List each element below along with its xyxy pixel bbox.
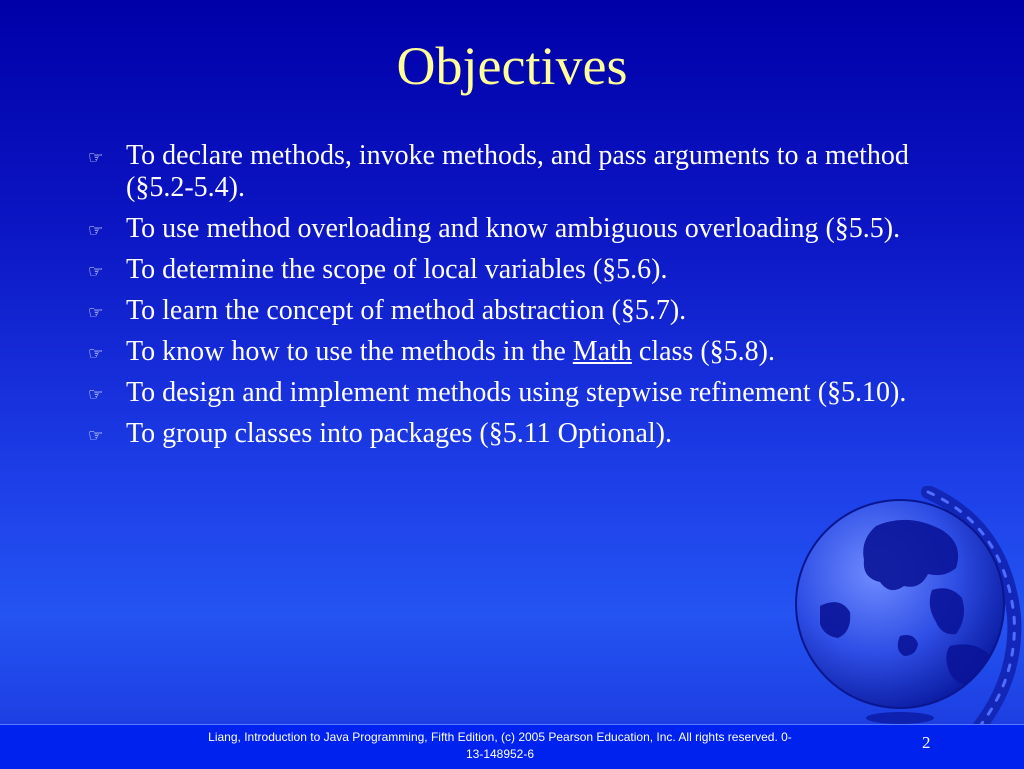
pointing-hand-icon: ☞ xyxy=(88,385,104,405)
bullet-item xyxy=(88,336,938,368)
bullet-text-after: class (§5.8). xyxy=(631,336,775,367)
bullet-text-before: To know how to use the methods in the xyxy=(126,336,573,367)
footer-bar xyxy=(0,724,1024,769)
bullet-item xyxy=(88,418,938,450)
bullet-text: To use method overloading and know ambiguous overloading (§5.5). xyxy=(126,213,901,244)
bullet-text: To group classes into packages (§5.11 Optional). xyxy=(126,418,672,449)
bullet-item xyxy=(88,254,938,286)
pointing-hand-icon: ☞ xyxy=(88,426,104,446)
bullet-item xyxy=(88,377,938,409)
bullet-text: To learn the concept of method abstraction (§5.7). xyxy=(126,295,687,326)
pointing-hand-icon: ☞ xyxy=(88,148,104,168)
pointing-hand-icon: ☞ xyxy=(88,303,104,323)
footer-citation: Liang, Introduction to Java Programming, Fifth Edition, (c) 2005 Pearson Education, Inc. All rights reserved. 0-13-148952-6 xyxy=(208,730,792,761)
pointing-hand-icon: ☞ xyxy=(88,262,104,282)
page-number: 2 xyxy=(922,733,931,752)
math-class-name: Math xyxy=(572,336,632,367)
bullet-item xyxy=(88,295,938,327)
bullet-item xyxy=(88,140,938,204)
pointing-hand-icon: ☞ xyxy=(88,344,104,364)
pointing-hand-icon: ☞ xyxy=(88,221,104,241)
slide-title: Objectives xyxy=(396,36,628,96)
bullet-text: To design and implement methods using stepwise refinement (§5.10). xyxy=(126,377,907,408)
bullet-item xyxy=(88,213,938,245)
bullet-text: To declare methods, invoke methods, and pass arguments to a method (§5.2-5.4). xyxy=(126,140,909,203)
bullet-text: To determine the scope of local variables (§5.6). xyxy=(126,254,668,285)
globe-icon xyxy=(780,486,1024,726)
objectives-list xyxy=(88,140,938,459)
